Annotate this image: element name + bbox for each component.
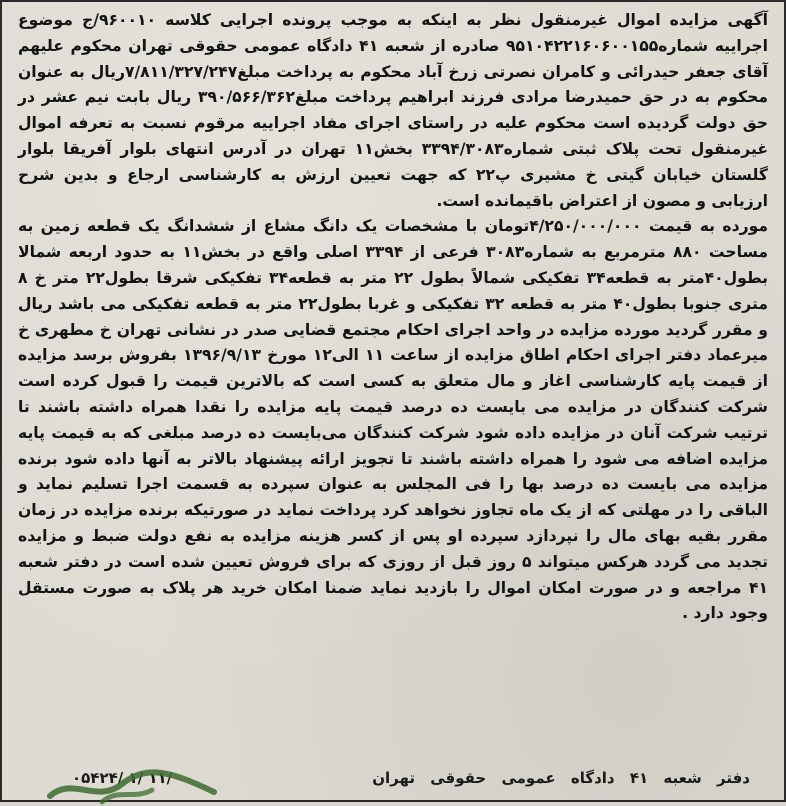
issuing-office: دفتر شعبه ۴۱ دادگاه عمومی حقوقی تهران: [372, 769, 750, 787]
reference-code: ۰۵۴۲۴/ ۱/ ۱۱/: [72, 769, 173, 787]
notice-footer: [2, 766, 784, 800]
notice-paragraph-details: مورده به قیمت ۴/۲۵۰/۰۰۰/۰۰۰تومان با مشخصات یک دانگ مشاع از ششدانگ یک قطعه زمین به مساحت ۸۸۰ مترمربع به شماره۳۰۸۳ فرعی از ۳۳۹۴ اصلی واقع در بخش۱۱ به حدود اربعه شمالا بطول۴۰متر به قطعه۳۴ تفکیکی شمالاً بطول ۲۲ متر به قطعه۳۴ تفکیکی شرقا بطول۲۲ متر خ ۸ متری جنوبا بطول۴۰ متر به قطعه ۳۲ تفکیکی و غربا بطول۲۲ متر به قطعه تفکیکی می باشد ریال و مقرر گردید مورده مزایده در واحد اجرای احکام مجتمع قضایی صدر در نشانی تهران خ مطهری خ میرعماد دفتر اجرای احکام اطاق مزایده از ساعت ۱۱ الی۱۲ مورخ ۱۳۹۶/۹/۱۳ بفروش برسد مزایده از قیمت پایه کارشناسی اغاز و مال متعلق به کسی است که بالاترین قیمت را قبول کرده است شرکت کنندگان در مزایده می بایست ده درصد قیمت پایه مزایده را نقدا همراه داشته باشند تا ترتیب شرکت آنان در مزایده داده شود شرکت کنندگان می‌بایست ده درصد مبلغی که به قیمت پایه مزایده اضافه می شود را همراه داشته باشند تا تجویز ارائه پیشنهاد بالاتر به آنها داده شود برنده مزایده می بایست ده درصد بها را فی المجلس به عنوان سپرده به قسمت اجرا تسلیم نماید و الباقی را در مهلتی که از یک ماه تجاوز نخواهد کرد پرداخت نماید در صورتیکه برنده مزایده در زمان مقرر بقیه بهای مال را نپردازد سپرده او پس از کسر هزینه مزایده به نفع دولت ضبط و مزایده تجدید می گردد هرکس میتواند ۵ روز قبل از روزی که برای فروش تعیین شده است در دفتر شعبه ۴۱ مراجعه و در صورت امکان اموال را بازدید نماید ضمنا امکان خرید هر پلاک به صورت مستقل وجود دارد .: [18, 217, 769, 623]
handwritten-ink-mark: [42, 766, 222, 806]
notice-paragraph-intro: آگهی مزایده اموال غیرمنقول نظر به اینکه به موجب پرونده اجرایی کلاسه ۹۶۰۰۱۰/ج موضوع اجراییه شماره۹۵۱۰۴۲۲۱۶۰۶۰۰۱۵۵ صادره از شعبه ۴۱ دادگاه عمومی حقوقی تهران محکوم علیهم آقای جعفر حیدرائی و کامران نصرتی زرخ آباد محکوم به پرداخت مبلغ۷/۸۱۱/۳۲۷/۲۴۷ریال به عنوان محکوم به در حق حمیدرضا مرادی فرزند ابراهیم پرداخت مبلغ۳۹۰/۵۶۶/۳۶۲ ریال بابت نیم عشر در حق دولت گردیده است محکوم علیه در راستای اجرای مفاد اجراییه مرقوم نسبت به تعرفه اموال غیرمنقول تحت پلاک ثبتی شماره۳۳۹۴/۳۰۸۳ بخش۱۱ تهران در آدرس انتهای بلوار آفریقا بلوار گلستان خیابان گیتی خ مشیری پ۲۲ که جهت تعیین ارزش به کارشناسی ارجاع و بدین شرح ارزیابی و مصون از اعتراض باقیمانده است.: [18, 11, 769, 210]
auction-notice-body: [18, 8, 768, 627]
